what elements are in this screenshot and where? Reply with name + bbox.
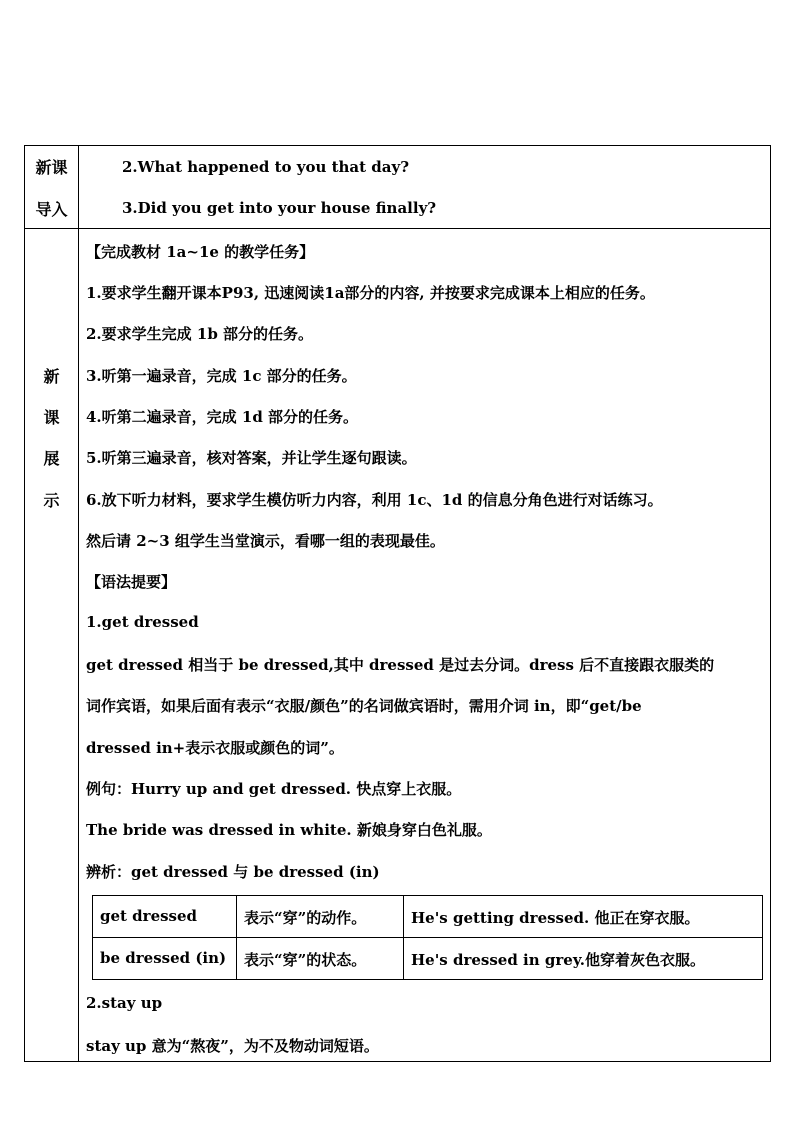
cell-divider [236,896,237,937]
grammar-point-1-text-b: 词作宾语，如果后面有表示“衣服/颜色”的名词做宾语时，需用介词 in，即“get/be [86,697,642,715]
cell-divider [236,938,237,979]
intro-row [25,146,770,229]
task-step-3: 3.听第一遍录音，完成 1c 部分的任务。 [86,367,357,385]
comparison-cell-meaning: 表示“穿”的状态。 [244,951,367,969]
comparison-row [93,938,762,979]
grammar-point-2-title: 2.stay up [86,994,163,1012]
task-step-4: 4.听第二遍录音，完成 1d 部分的任务。 [86,408,359,426]
task-step-2: 2.要求学生完成 1b 部分的任务。 [86,325,314,343]
column-divider [78,229,79,1061]
intro-question-2: 2.What happened to you that day? [122,158,410,176]
lesson-table [24,145,771,1062]
intro-label-line2: 导入 [35,200,68,219]
grammar-point-1-text-c: dressed in+表示衣服或颜色的词”。 [86,739,344,757]
presentation-label-char-4: 示 [43,491,60,510]
task-heading: 【完成教材 1a~1e 的教学任务】 [86,243,315,261]
grammar-point-2-text: stay up 意为“熬夜”，为不及物动词短语。 [86,1037,379,1055]
column-divider [78,146,79,228]
cell-divider [403,896,404,937]
presentation-label-char-1: 新 [43,367,60,386]
task-step-5: 5.听第三遍录音，核对答案，并让学生逐句跟读。 [86,449,417,467]
grammar-point-1-title: 1.get dressed [86,613,199,631]
intro-question-3: 3.Did you get into your house finally? [122,199,437,217]
task-step-6-continued: 然后请 2~3 组学生当堂演示，看哪一组的表现最佳。 [86,532,445,550]
grammar-point-1-text-a: get dressed 相当于 be dressed,其中 dressed 是过去分词。dress 后不直接跟衣服类的 [86,656,715,674]
comparison-cell-meaning: 表示“穿”的动作。 [244,909,367,927]
intro-label-line1: 新课 [35,158,68,177]
grammar-heading: 【语法提要】 [86,573,177,591]
presentation-row [25,229,770,1061]
comparison-table [92,895,763,980]
comparison-heading: 辨析：get dressed 与 be dressed (in) [86,863,380,881]
example-sentence-1: 例句：Hurry up and get dressed. 快点穿上衣服。 [86,780,462,798]
comparison-cell-term: get dressed [100,907,198,925]
cell-divider [403,938,404,979]
comparison-cell-example: He's getting dressed. 他正在穿衣服。 [411,909,700,927]
comparison-row [93,896,762,938]
task-step-1: 1.要求学生翻开课本P93, 迅速阅读1a部分的内容, 并按要求完成课本上相应的任务。 [86,284,655,302]
presentation-label-char-2: 课 [43,408,60,427]
presentation-label-char-3: 展 [43,449,60,468]
comparison-cell-term: be dressed (in) [100,949,227,967]
comparison-cell-example: He's dressed in grey.他穿着灰色衣服。 [411,951,706,969]
example-sentence-2: The bride was dressed in white. 新娘身穿白色礼服。 [86,821,492,839]
task-step-6: 6.放下听力材料，要求学生模仿听力内容，利用 1c、1d 的信息分角色进行对话练习。 [86,491,663,509]
